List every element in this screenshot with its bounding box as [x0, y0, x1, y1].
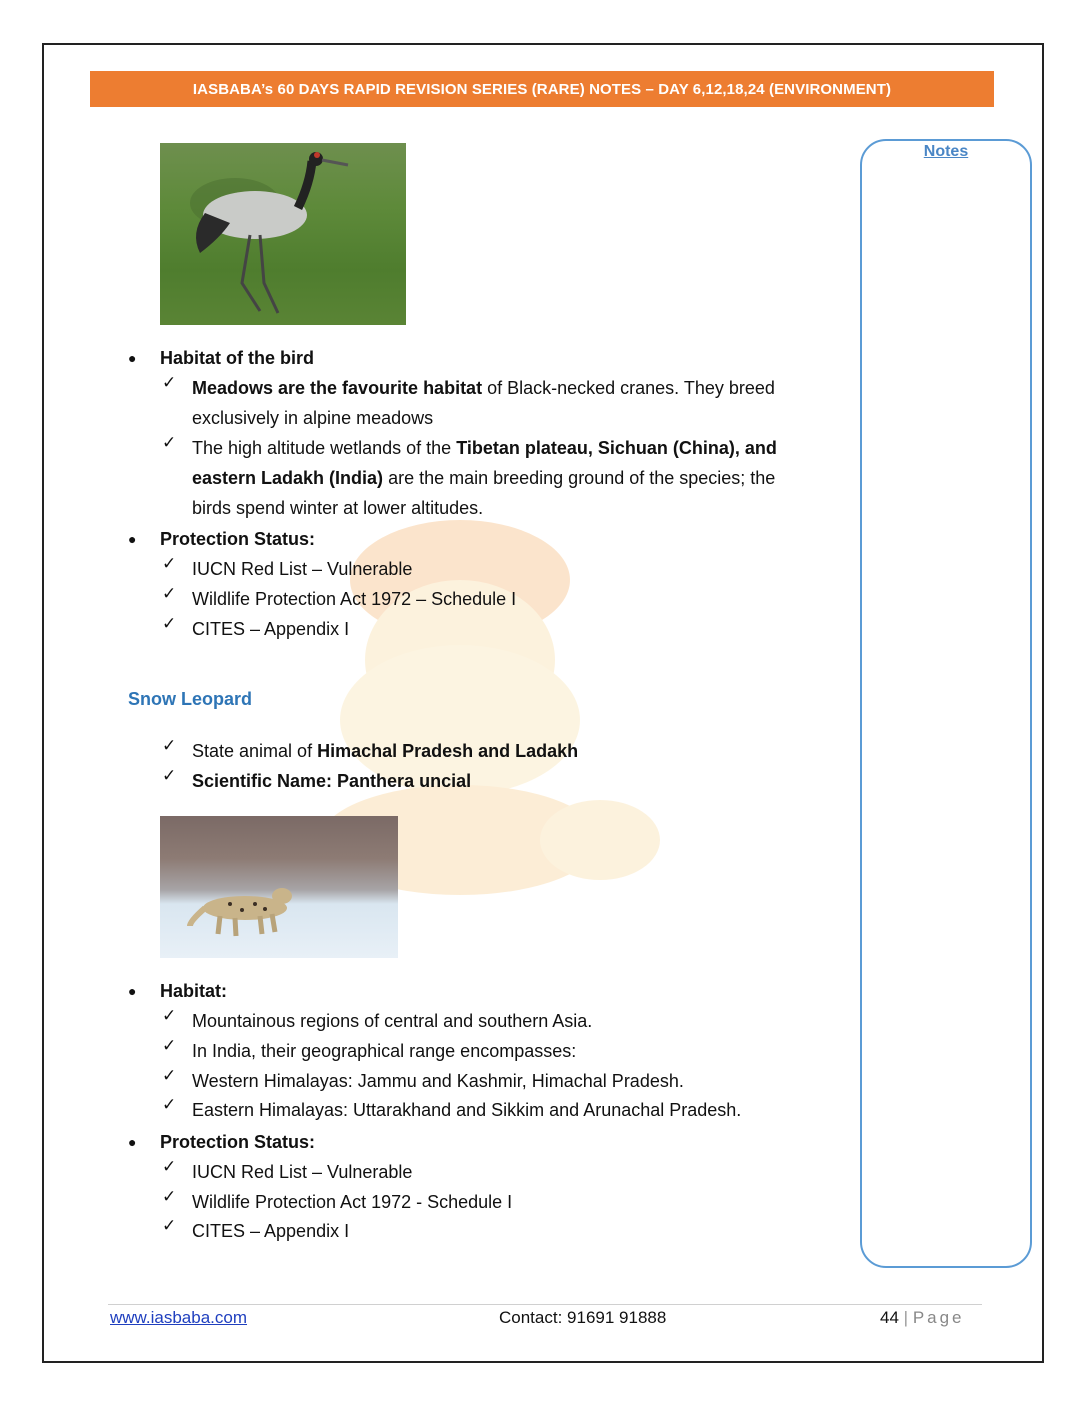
crane-habitat-item: Meadows are the favourite habitat of Black-necked cranes. They breed	[192, 378, 775, 398]
header-title: IASBABA’s 60 DAYS RAPID REVISION SERIES (RARE) NOTES – DAY 6,12,18,24 (ENVIRONMENT)	[192, 80, 892, 98]
notes-panel	[860, 139, 1032, 1268]
check-icon: ✓	[162, 554, 177, 573]
crane-habitat-item-continued: eastern Ladakh (India) are the main breeding ground of the species; the	[192, 468, 776, 488]
leopard-protection-item: Wildlife Protection Act 1972 - Schedule I	[192, 1192, 513, 1212]
notes-title: Notes	[923, 143, 969, 160]
bullet-icon: ●	[128, 350, 137, 366]
leopard-protection-item: CITES – Appendix I	[192, 1221, 350, 1241]
crane-illustration	[160, 143, 406, 325]
leopard-fact: State animal of Himachal Pradesh and Ladakh	[192, 741, 579, 761]
leopard-protection-item: IUCN Red List – Vulnerable	[192, 1162, 413, 1182]
crane-habitat-item-continued: birds spend winter at lower altitudes.	[192, 498, 484, 518]
check-icon: ✓	[162, 373, 177, 392]
check-icon: ✓	[162, 1095, 177, 1114]
page-number: 44 | Page	[880, 1308, 965, 1327]
check-icon: ✓	[162, 736, 177, 755]
crane-habitat-item: The high altitude wetlands of the Tibetan plateau, Sichuan (China), and	[192, 438, 777, 458]
website-link[interactable]: www.iasbaba.com	[110, 1308, 248, 1327]
leopard-illustration	[160, 816, 398, 958]
footer-divider	[108, 1304, 982, 1305]
leopard-fact: Scientific Name: Panthera uncial	[192, 771, 472, 791]
leopard-habitat-heading: Habitat:	[160, 981, 227, 1001]
bullet-icon: ●	[128, 983, 137, 999]
black-necked-crane-photo	[160, 143, 406, 325]
contact-number: Contact: 91691 91888	[499, 1308, 667, 1327]
check-icon: ✓	[162, 1187, 177, 1206]
bullet-icon: ●	[128, 1134, 137, 1150]
check-icon: ✓	[162, 1066, 177, 1085]
check-icon: ✓	[162, 1157, 177, 1176]
check-icon: ✓	[162, 1036, 177, 1055]
check-icon: ✓	[162, 433, 177, 452]
leopard-habitat-item: In India, their geographical range encompasses:	[192, 1041, 577, 1061]
crane-habitat-heading: Habitat of the bird	[160, 348, 314, 368]
leopard-habitat-item: Western Himalayas: Jammu and Kashmir, Himachal Pradesh.	[192, 1071, 684, 1091]
crane-protection-item: IUCN Red List – Vulnerable	[192, 559, 413, 579]
crane-protection-heading: Protection Status:	[160, 529, 316, 549]
check-icon: ✓	[162, 614, 177, 633]
crane-protection-item: Wildlife Protection Act 1972 – Schedule I	[192, 589, 517, 609]
check-icon: ✓	[162, 766, 177, 785]
snow-leopard-heading: Snow Leopard	[128, 689, 253, 709]
check-icon: ✓	[162, 1216, 177, 1235]
header-banner	[90, 71, 994, 107]
check-icon: ✓	[162, 584, 177, 603]
leopard-protection-heading: Protection Status:	[160, 1132, 316, 1152]
leopard-habitat-item: Mountainous regions of central and southern Asia.	[192, 1011, 593, 1031]
crane-protection-item: CITES – Appendix I	[192, 619, 350, 639]
crane-habitat-item-continued: exclusively in alpine meadows	[192, 408, 434, 428]
check-icon: ✓	[162, 1006, 177, 1025]
snow-leopard-photo	[160, 816, 398, 958]
leopard-habitat-item: Eastern Himalayas: Uttarakhand and Sikkim and Arunachal Pradesh.	[192, 1100, 742, 1120]
bullet-icon: ●	[128, 531, 137, 547]
